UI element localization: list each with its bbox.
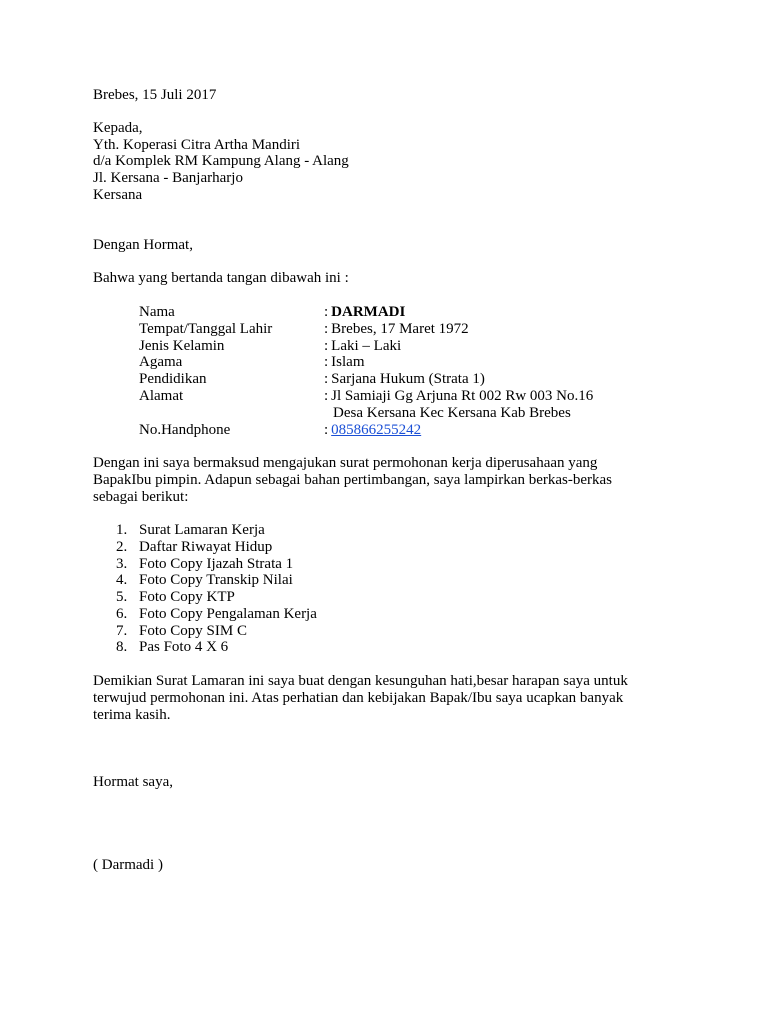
recipient-line-3: Jl. Kersana - Banjarharjo: [93, 170, 243, 186]
list-number: 2.: [116, 539, 128, 555]
recipient-line-1: Yth. Koperasi Citra Artha Mandiri: [93, 137, 301, 153]
recipient-line-2: d/a Komplek RM Kampung Alang - Alang: [93, 153, 349, 169]
field-label-religion: Agama: [139, 354, 183, 370]
closing-line-3: terima kasih.: [93, 707, 171, 723]
field-value-phone: [324, 422, 421, 439]
field-value-nama: [324, 304, 405, 321]
signature-name: ( Darmadi ): [93, 857, 163, 873]
field-separator: :: [324, 354, 329, 370]
field-separator: :: [324, 321, 329, 337]
list-item: Daftar Riwayat Hidup: [139, 539, 273, 555]
list-number: 5.: [116, 589, 128, 605]
list-item: Foto Copy Pengalaman Kerja: [139, 606, 317, 622]
list-number: 7.: [116, 623, 128, 639]
list-item: Pas Foto 4 X 6: [139, 639, 229, 655]
signoff: Hormat saya,: [93, 774, 173, 790]
field-separator: :: [324, 388, 329, 404]
field-separator: :: [324, 422, 329, 438]
list-number: 3.: [116, 556, 128, 572]
list-item: Foto Copy KTP: [139, 589, 235, 605]
list-number: 8.: [116, 639, 128, 655]
field-value-education: [324, 371, 485, 388]
list-item: Foto Copy Ijazah Strata 1: [139, 556, 294, 572]
applicant-name: DARMADI: [331, 304, 406, 320]
list-item: Foto Copy Transkip Nilai: [139, 572, 293, 588]
religion: Islam: [331, 354, 365, 370]
field-label-nama: Nama: [139, 304, 175, 320]
field-value-gender: [324, 338, 401, 355]
closing-line-1: Demikian Surat Lamaran ini saya buat dengan kesunguhan hati,besar harapan saya untuk: [93, 673, 628, 689]
field-value-address: [324, 388, 593, 405]
list-number: 4.: [116, 572, 128, 588]
address-line-2: Desa Kersana Kec Kersana Kab Brebes: [333, 405, 571, 421]
list-item: Foto Copy SIM C: [139, 623, 247, 639]
list-item: Surat Lamaran Kerja: [139, 522, 265, 538]
greeting: Dengan Hormat,: [93, 237, 193, 253]
field-value-ttl: [324, 321, 469, 338]
phone-link[interactable]: 085866255242: [331, 422, 422, 438]
address-line-1: Jl Samiaji Gg Arjuna Rt 002 Rw 003 No.16: [331, 388, 594, 404]
field-separator: :: [324, 304, 329, 320]
closing-line-2: terwujud permohonan ini. Atas perhatian dan kebijakan Bapak/Ibu saya ucapkan banyak: [93, 690, 624, 706]
list-number: 1.: [116, 522, 128, 538]
field-label-address: Alamat: [139, 388, 184, 404]
birth-place-date: Brebes, 17 Maret 1972: [331, 321, 469, 337]
place-date: Brebes, 15 Juli 2017: [93, 87, 217, 103]
field-label-ttl: Tempat/Tanggal Lahir: [139, 321, 273, 337]
field-label-gender: Jenis Kelamin: [139, 338, 225, 354]
recipient-salutation: Kepada,: [93, 120, 143, 136]
recipient-line-4: Kersana: [93, 187, 143, 203]
body-line-3: sebagai berikut:: [93, 489, 189, 505]
body-line-1: Dengan ini saya bermaksud mengajukan surat permohonan kerja diperusahaan yang: [93, 455, 598, 471]
intro-text: Bahwa yang bertanda tangan dibawah ini :: [93, 270, 349, 286]
education: Sarjana Hukum (Strata 1): [331, 371, 485, 387]
field-separator: :: [324, 371, 329, 387]
field-separator: :: [324, 338, 329, 354]
field-value-religion: [324, 354, 365, 371]
field-label-phone: No.Handphone: [139, 422, 231, 438]
gender: Laki – Laki: [331, 338, 402, 354]
body-line-2: BapakIbu pimpin. Adapun sebagai bahan pertimbangan, saya lampirkan berkas-berkas: [93, 472, 613, 488]
list-number: 6.: [116, 606, 128, 622]
field-label-education: Pendidikan: [139, 371, 207, 387]
